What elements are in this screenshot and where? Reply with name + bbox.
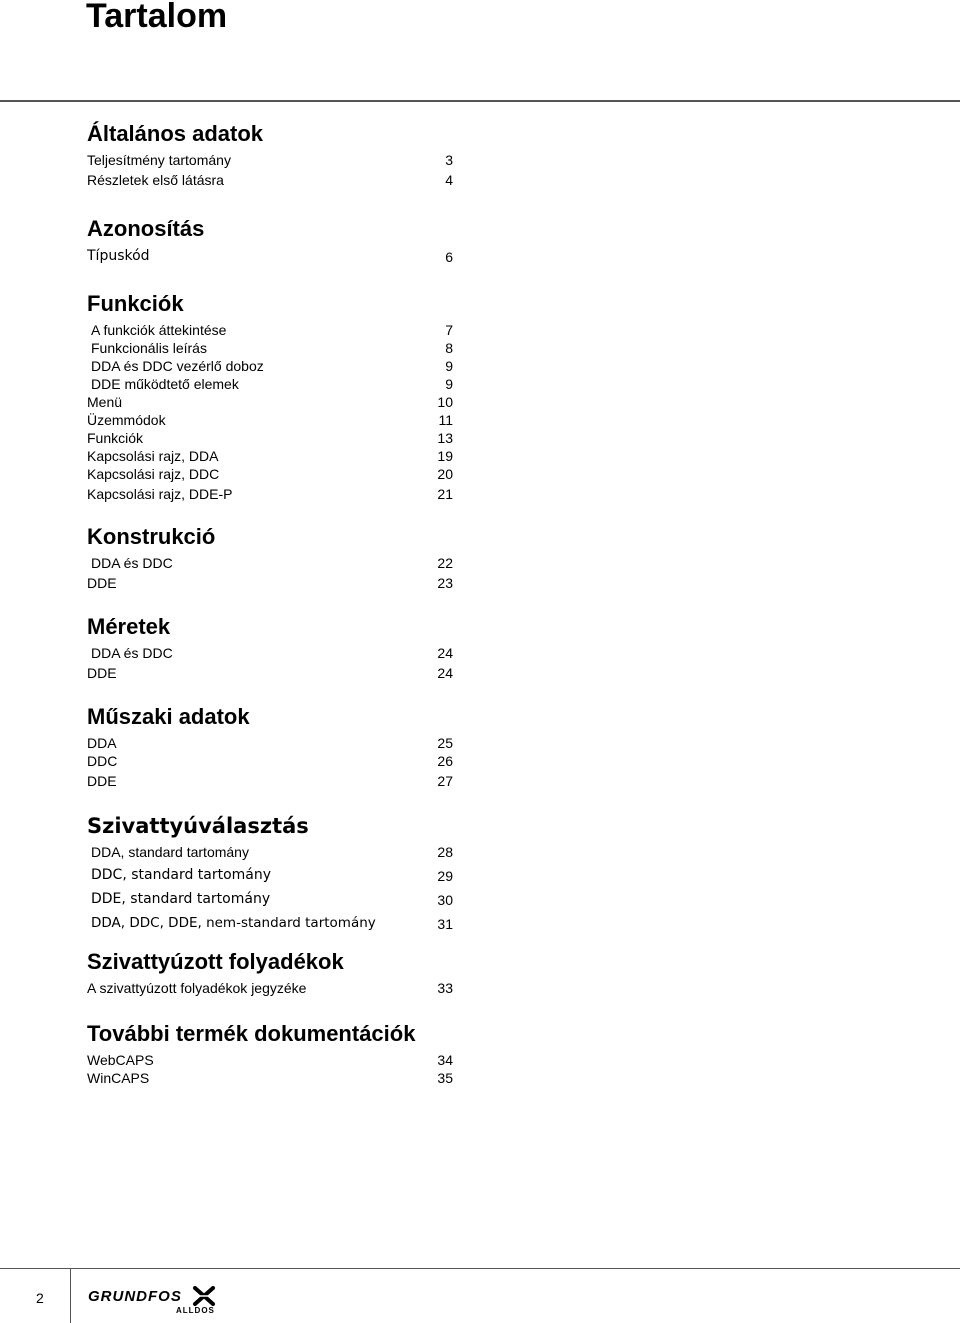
- entry-label: DDA, standard tartomány: [91, 844, 249, 860]
- entry-page: 35: [437, 1070, 453, 1086]
- section-heading: Műszaki adatok: [87, 704, 250, 729]
- entry-label: WebCAPS: [87, 1052, 154, 1068]
- entry-label: DDE, standard tartomány: [91, 891, 271, 907]
- entry-page: 9: [445, 358, 453, 374]
- entry-page: 4: [445, 172, 453, 188]
- toc-section-muszaki-adatok: [87, 703, 467, 790]
- toc-entry[interactable]: [87, 375, 453, 393]
- page-number: 2: [36, 1290, 44, 1306]
- entry-page: 26: [437, 753, 453, 769]
- toc-section-tovabbi-dokumentaciok: [87, 1020, 467, 1087]
- entry-page: 10: [437, 394, 453, 410]
- toc-entry[interactable]: [87, 447, 453, 465]
- entry-label: DDC, standard tartomány: [91, 867, 272, 883]
- toc-entry[interactable]: [87, 171, 453, 189]
- entry-page: 24: [437, 665, 453, 681]
- entry-label: DDE: [87, 665, 117, 681]
- toc-entry[interactable]: [87, 485, 453, 503]
- entry-page: 27: [437, 773, 453, 789]
- toc-entry[interactable]: [87, 979, 453, 997]
- entry-label: Funkciók: [87, 430, 144, 446]
- entry-label: WinCAPS: [87, 1070, 150, 1086]
- toc-section-altalanos-adatok: [87, 120, 467, 189]
- page-title: Tartalom: [86, 0, 228, 35]
- toc-entry[interactable]: [87, 465, 453, 483]
- entry-page: 11: [438, 412, 453, 428]
- toc-entry[interactable]: [87, 1051, 453, 1069]
- toc-entry[interactable]: [87, 339, 453, 357]
- toc-entry[interactable]: [87, 429, 453, 447]
- entry-page: 7: [445, 322, 453, 338]
- section-heading: További termék dokumentációk: [87, 1021, 416, 1046]
- toc-entry[interactable]: [87, 1069, 453, 1087]
- entry-label: DDA és DDC: [91, 555, 173, 571]
- toc-section-azonositas: [87, 215, 467, 265]
- entry-label: DDE: [87, 575, 117, 591]
- entry-page: 22: [437, 555, 453, 571]
- toc-entry[interactable]: [87, 734, 453, 752]
- entry-page: 34: [437, 1052, 453, 1068]
- section-heading: Azonosítás: [87, 216, 205, 241]
- entry-label: DDE: [87, 773, 117, 789]
- entry-label: A funkciók áttekintése: [91, 322, 227, 338]
- entry-page: 23: [437, 575, 453, 591]
- entry-page: 31: [437, 916, 453, 932]
- footer-vertical-divider: [70, 1268, 71, 1323]
- entry-page: 28: [437, 844, 453, 860]
- entry-page: 9: [445, 376, 453, 392]
- entry-page: 20: [437, 466, 453, 482]
- entry-page: 8: [445, 340, 453, 356]
- toc-section-szivattyuvalasztas: [87, 812, 467, 933]
- grundfos-logo: [88, 1288, 215, 1315]
- entry-label: Funkcionális leírás: [91, 340, 207, 356]
- toc-entry[interactable]: [87, 752, 453, 770]
- header-divider: [0, 100, 960, 102]
- entry-page: 24: [437, 645, 453, 661]
- toc-section-meretek: [87, 613, 467, 682]
- toc-entry[interactable]: [87, 574, 453, 592]
- entry-page: 13: [437, 430, 453, 446]
- section-heading: Szivattyúzott folyadékok: [87, 949, 344, 974]
- toc-entry[interactable]: [87, 151, 453, 169]
- entry-label: A szivattyúzott folyadékok jegyzéke: [87, 980, 307, 996]
- entry-label: Kapcsolási rajz, DDC: [87, 466, 220, 482]
- toc-section-funkciok: [87, 290, 467, 503]
- toc-entry[interactable]: [87, 888, 453, 909]
- entry-label: Részletek első látásra: [87, 172, 224, 188]
- entry-page: 33: [437, 980, 453, 996]
- logo-wordmark: GRUNDFOS: [88, 1288, 182, 1305]
- section-heading: Konstrukció: [87, 524, 216, 549]
- toc-section-szivattyuzott-folyadekok: [87, 948, 467, 997]
- entry-label: Teljesítmény tartomány: [87, 152, 231, 168]
- grundfos-x-icon: [192, 1286, 216, 1306]
- toc-entry[interactable]: [87, 246, 453, 265]
- entry-label: DDA és DDC vezérlő doboz: [91, 358, 264, 374]
- entry-label: Típuskód: [87, 248, 150, 264]
- toc-entry[interactable]: [87, 357, 453, 375]
- toc-entry[interactable]: [87, 321, 453, 339]
- entry-label: DDA és DDC: [91, 645, 173, 661]
- section-heading: Funkciók: [87, 291, 184, 316]
- entry-label: DDC: [87, 753, 118, 769]
- entry-label: DDA: [87, 735, 117, 751]
- toc-entry[interactable]: [87, 393, 453, 411]
- footer-divider: [0, 1268, 960, 1269]
- entry-label: Üzemmódok: [87, 412, 166, 428]
- toc-section-konstrukcio: [87, 523, 467, 592]
- entry-page: 25: [437, 735, 453, 751]
- entry-page: 29: [437, 868, 453, 884]
- section-heading: Szivattyúválasztás: [87, 814, 309, 838]
- entry-label: Kapcsolási rajz, DDA: [87, 448, 219, 464]
- entry-label: DDE működtető elemek: [91, 376, 239, 392]
- entry-page: 30: [437, 892, 453, 908]
- logo-subtitle: ALLDOS: [176, 1306, 215, 1315]
- toc-entry[interactable]: [87, 843, 453, 861]
- entry-label: Kapcsolási rajz, DDE-P: [87, 486, 233, 502]
- toc-entry[interactable]: [87, 554, 453, 572]
- section-heading: Méretek: [87, 614, 171, 639]
- toc-entry[interactable]: [87, 864, 453, 885]
- toc-entry[interactable]: [87, 912, 453, 933]
- entry-label: DDA, DDC, DDE, nem-standard tartomány: [91, 915, 376, 931]
- toc-entry[interactable]: [87, 664, 453, 682]
- toc-entry[interactable]: [87, 644, 453, 662]
- toc-entry[interactable]: [87, 411, 453, 429]
- toc-entry[interactable]: [87, 772, 453, 790]
- entry-label: Menü: [87, 394, 123, 410]
- entry-page: 3: [445, 152, 453, 168]
- section-heading: Általános adatok: [87, 121, 264, 146]
- entry-page: 19: [437, 448, 453, 464]
- entry-page: 6: [445, 249, 453, 265]
- entry-page: 21: [437, 486, 453, 502]
